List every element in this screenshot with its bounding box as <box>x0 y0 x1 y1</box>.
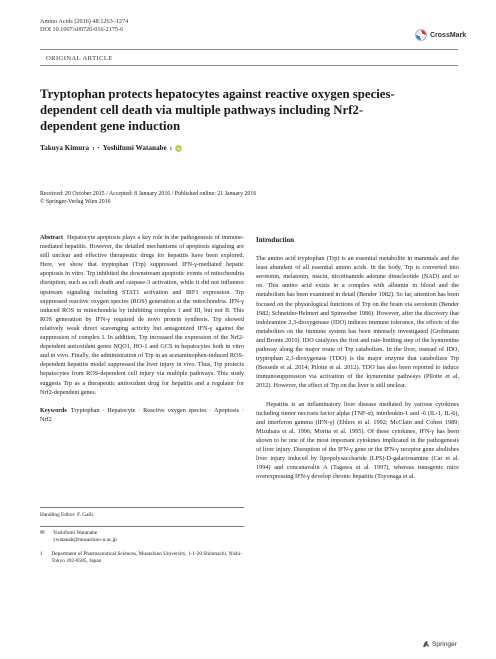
affiliation-note <box>40 551 244 565</box>
author-name: Takuya Kimura <box>40 144 90 152</box>
affiliation-text: Department of Pharmaceutical Sciences, Musashino University, 1-1-20 Shinmachi, Nishi-Tokyo 202-8585, Japan <box>51 551 242 564</box>
author-name: Yoshifumi Watanabe <box>102 144 167 152</box>
corresponding-author: Yoshifumi Watanabe <box>53 530 98 536</box>
header-rule-top <box>40 49 458 50</box>
left-column <box>40 233 244 433</box>
keywords <box>40 406 244 424</box>
section-label <box>40 52 458 64</box>
footnote-rule <box>40 507 244 508</box>
svg-text:iD: iD <box>176 146 181 151</box>
crossmark-badge[interactable] <box>415 29 466 41</box>
right-column <box>256 233 459 490</box>
springer-horse-icon <box>422 640 430 648</box>
abstract <box>40 233 244 397</box>
header-rule-bottom <box>40 65 458 66</box>
author-affiliation-mark: 1 <box>169 145 173 151</box>
envelope-icon: ✉ <box>40 530 45 536</box>
handling-editor: Handling Editor: F. Galli. <box>40 512 95 518</box>
introduction-heading: Introduction <box>256 236 294 244</box>
abstract-text: Hepatocyte apoptosis plays a key role in the pathogenesis of immune-mediated hepatitis. However, the detailed mechanisms of apoptosis signaling are still unclear and effective therapeutic drugs for hepatitis have been explored. Here, we show that tryptophan (Trp) suppressed IFN-γ-mediated hepatic apoptosis in vitro. Trp inhibited the downstream apoptotic events of mitochondria disruption, such as cell death and caspase-3 activation, while it did not influence upstream signaling including STAT1 activation and IRF1 expression. Trp suppressed reactive oxygen species (ROS) generation at the mitochondria. IFN-γ induced ROS in mitochondria by inhibiting complex I and III, but not II. This ROS generation by IFN-γ required de novo protein synthesis. Trp showed relatively weak direct scavenging activity but antagonized IFN-γ against the suppression of complex I. In addition, Trp increased the expression of the Nrf2-dependent antioxidant genes NQO1, HO-1 and GCS in hepatocytes both in vitro and in vivo. Finally, the administration of Trp in an acetaminophen-induced ROS-dependent hepatitis model suppressed the liver injury in vivo. Thus, Trp protects hepatocytes from ROS-dependent cell injury via multiple pathways. This study suggests Trp as a therapeutic antioxidant drug for hepatitis and a regulator for Nrf2-dependent genes. <box>40 234 244 396</box>
correspondence-note <box>40 530 244 544</box>
journal-citation: Amino Acids (2016) 48:1263–1274 <box>40 18 129 25</box>
author-affiliation-mark: 1 <box>92 145 95 151</box>
keywords-text: Tryptophan · Hepatocyte · Reactive oxygen species · Apoptosis · Nrf2 <box>40 406 244 423</box>
intro-paragraph-1: The amino acid tryptophan (Trp) is an essential metabolite in mammals and the least abundant of all essential amino acids. In the body, Trp is converted into serotonin, melatonin, niacin, nicotinamide adenine dinucleotide (NAD) and so on. This amino acid exists in a complex with albumin in blood and the metabolism has been examined in detail (Bender 1982). So far, attention has been focused on the physiological functions of Trp on the brain via serotonin (Bender 1982; Schneider-Helmert and Spinweber 1986). However, after the discovery that indoleamine 2,3-dioxygenase (IDO) induces immune tolerance, the effects of the metabolites on the immune system has been intensely investigated (Grohmann and Bronte 2010). IDO catalyzes the first and rate-limiting step of the kynurenine pathway along the major route of Trp catabolism. In the liver, instead of IDO, tryptophan 2,3-dioxygenase (TDO) is the major enzyme that catabolizes Trp (Bessede et al. 2014; Pilotte et al. 2012). TDO has also been reported to induce immunosuppression via activation of the kynurenine pathways (Pilotte et al. 2012). However, the effect of Trp on the liver is still unclear. <box>256 255 459 390</box>
corresponding-email[interactable]: ywatanab@musashino-u.ac.jp <box>53 537 117 543</box>
crossmark-icon <box>415 29 427 41</box>
doi[interactable]: DOI 10.1007/s00726-016-2175-6 <box>40 26 124 33</box>
orcid-icon[interactable] <box>175 145 182 152</box>
publisher-footer <box>422 640 457 648</box>
affiliation-mark: 1 <box>40 551 43 557</box>
publisher-name: Springer <box>432 640 457 648</box>
author-line <box>40 144 182 152</box>
crossmark-label: CrossMark <box>430 31 467 39</box>
handling-editor-note <box>40 512 244 519</box>
article-title: Tryptophan protects hepatocytes against reactive oxygen species-dependent cell death via multiple pathways including Nrf2-dependent gene induction <box>40 87 395 133</box>
publication-dates <box>40 190 256 206</box>
keywords-heading: Keywords <box>40 406 67 414</box>
article-type: ORIGINAL ARTICLE <box>46 55 113 62</box>
journal-info <box>40 18 128 34</box>
history-line: Received: 20 October 2015 / Accepted: 8 January 2016 / Published online: 21 January 2016 <box>40 191 257 197</box>
footnote-rule-2 <box>40 526 244 527</box>
author-separator: · <box>97 144 100 152</box>
copyright-line: © Springer-Verlag Wien 2016 <box>40 199 111 206</box>
abstract-heading: Abstract <box>40 234 64 241</box>
intro-paragraph-2: Hepatitis is an inflammatory liver disease mediated by various cytokines including tumor necrosis factor alpha (TNF-α), interleukin-1 and -6 (IL-1, IL-6), and interferon gamma (IFN-γ) (Ehlers et al. 1992; McClain and Cohen 1989; Mizuhara et al. 1996; Morita et al. 1995). Of these cytokines, IFN-γ has been shown to be one of the most important cytokines implicated in the pathogenesis of liver injury. Disruption of the IFN-γ gene or the IFN-γ receptor gene abolishes liver injury induced by lipopolysaccharide (LPS)-D-galactosamine (Car et al. 1994) and concanavalin A (Tagawa et al. 1997), whereas transgenic mice overexpressing IFN-γ develop chronic hepatitis (Toyonaga et al. <box>256 400 459 481</box>
